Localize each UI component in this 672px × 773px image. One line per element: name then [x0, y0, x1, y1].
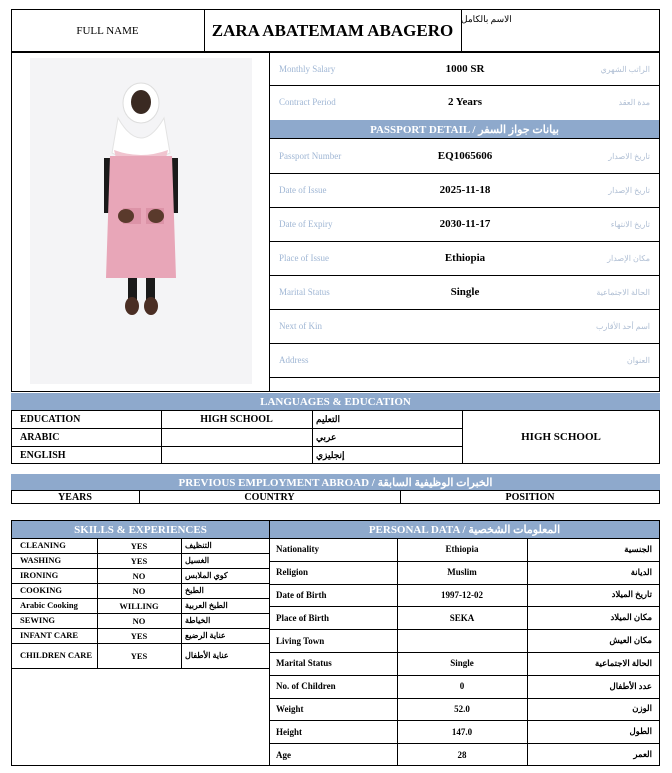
english-arabic: إنجليزي [316, 449, 345, 460]
skill-label: WASHING [20, 555, 62, 566]
skill-value: NO [132, 585, 146, 596]
skill-value: YES [130, 630, 148, 641]
languages-education-header: LANGUAGES & EDUCATION [11, 393, 660, 410]
passport-row-value: 2030-11-17 [439, 218, 491, 230]
arabic-arabic: عربي [316, 431, 337, 442]
passport-row-label: Marital Status [279, 287, 330, 297]
personal-label: Height [276, 726, 302, 737]
passport-row-label: Address [279, 355, 309, 365]
skill-label: CHILDREN CARE [20, 650, 93, 661]
passport-row-value: EQ1065606 [437, 150, 493, 162]
passport-row-label: Next of Kin [279, 321, 322, 331]
passport-row-label: Date of Issue [279, 185, 327, 195]
skill-label: COOKING [20, 585, 63, 596]
skill-label: SEWING [20, 615, 55, 626]
col-position: POSITION [505, 491, 555, 503]
personal-value: Ethiopia [445, 544, 479, 555]
skill-label: Arabic Cooking [20, 600, 78, 611]
personal-label: Date of Birth [276, 589, 327, 600]
passport-row-arabic: تاريخ الانتهاء [610, 219, 650, 229]
personal-arabic: العمر [633, 749, 652, 760]
skill-arabic: عناية الأطفال [185, 651, 229, 660]
col-country: COUNTRY [244, 491, 295, 503]
skill-arabic: الخياطة [185, 616, 211, 625]
passport-row-arabic: الحالة الاجتماعية [596, 287, 650, 297]
skill-col-divider [181, 538, 182, 668]
skill-label: IRONING [20, 570, 59, 581]
passport-row-arabic: اسم أحد الأقارب [595, 321, 650, 331]
skill-value: WILLING [119, 600, 159, 611]
passport-row-value: Single [450, 286, 480, 298]
skill-value: YES [130, 650, 148, 661]
passport-row-value [400, 309, 530, 343]
personal-arabic: الحالة الاجتماعية [594, 657, 652, 668]
personal-col-divider [527, 538, 528, 766]
personal-value: 52.0 [454, 703, 470, 714]
previous-employment-header: PREVIOUS EMPLOYMENT ABROAD / الخبرات الوظيفية السابقة [11, 474, 660, 490]
contract-period-arabic: مدة العقد [618, 97, 650, 107]
skill-label: INFANT CARE [20, 630, 79, 641]
education-label: EDUCATION [20, 413, 81, 425]
personal-label: Living Town [276, 635, 325, 646]
monthly-salary-label: Monthly Salary [279, 64, 336, 74]
personal-arabic: عدد الأطفال [609, 680, 652, 691]
skill-arabic: عناية الرضيع [185, 631, 226, 640]
skill-value: YES [130, 555, 148, 566]
personal-value: Single [450, 658, 474, 669]
skill-arabic: الطبخ العربية [185, 601, 228, 610]
personal-data-header: PERSONAL DATA / المعلومات الشخصية [270, 521, 659, 538]
contract-period-label: Contract Period [279, 97, 336, 107]
passport-detail-header: PASSPORT DETAIL / بيانات جواز السفر [270, 120, 659, 138]
personal-value: SEKA [449, 612, 475, 623]
skill-value: NO [132, 570, 146, 581]
passport-row-arabic: مكان الإصدار [607, 253, 650, 263]
skill-label: CLEANING [20, 540, 66, 551]
skill-row-divider [11, 668, 269, 669]
personal-arabic: الطول [629, 726, 652, 737]
personal-arabic: الوزن [632, 703, 652, 714]
personal-label: Religion [276, 567, 309, 578]
personal-value: 0 [459, 681, 465, 692]
passport-row-label: Passport Number [279, 151, 342, 161]
education-summary: HIGH SCHOOL [521, 431, 601, 443]
english-value [161, 446, 312, 464]
personal-label: No. of Children [276, 681, 336, 692]
passport-row-arabic: تاريخ الإصدار [608, 185, 650, 195]
arabic-value [161, 428, 312, 446]
personal-label: Marital Status [276, 658, 332, 669]
skill-value: NO [132, 615, 146, 626]
personal-arabic: الجنسية [624, 543, 652, 554]
personal-col-divider [397, 538, 398, 766]
full-name-value: ZARA ABATEMAM ABAGERO [211, 20, 454, 40]
passport-row-value [400, 343, 530, 377]
personal-value: Muslim [447, 567, 477, 578]
skill-col-divider [97, 538, 98, 668]
passport-row-label: Place of Issue [279, 253, 329, 263]
english-label: ENGLISH [20, 449, 66, 461]
personal-arabic: الديانة [630, 566, 652, 577]
skill-value: YES [130, 540, 148, 551]
personal-value [398, 629, 526, 652]
personal-arabic: تاريخ الميلاد [611, 589, 652, 600]
personal-label: Age [276, 749, 291, 760]
passport-row-value: 2025-11-18 [439, 184, 491, 196]
passport-row-arabic: تاريخ الاصدار [608, 151, 650, 161]
full-name-arabic: الاسم بالكامل [461, 14, 512, 24]
skill-arabic: الغسيل [185, 556, 210, 565]
skills-header: SKILLS & EXPERIENCES [12, 521, 269, 538]
passport-row-label: Date of Expiry [279, 219, 333, 229]
arabic-label: ARABIC [20, 431, 60, 443]
personal-value: 147.0 [451, 726, 473, 737]
monthly-salary-value: 1000 SR [445, 63, 485, 75]
education-value: HIGH SCHOOL [200, 413, 273, 425]
personal-value: 28 [457, 749, 467, 760]
skill-arabic: كوي الملابس [185, 571, 228, 580]
passport-row-arabic: العنوان [626, 355, 650, 365]
personal-header-divider [269, 538, 660, 539]
monthly-salary-arabic: الراتب الشهري [600, 64, 650, 74]
passport-row-divider [269, 377, 660, 378]
personal-arabic: مكان الميلاد [610, 612, 652, 623]
passport-row-value: Ethiopia [444, 252, 486, 264]
personal-value: 1997-12-02 [441, 589, 483, 600]
contract-period-value: 2 Years [447, 96, 483, 108]
personal-arabic: مكان العيش [609, 635, 652, 646]
skill-arabic: التنظيف [185, 541, 212, 550]
personal-label: Nationality [276, 544, 320, 555]
passport-header-divider [269, 138, 660, 139]
personal-label: Weight [276, 703, 304, 714]
col-years: YEARS [58, 491, 92, 503]
personal-label: Place of Birth [276, 612, 329, 623]
education-arabic: التعليم [316, 413, 340, 424]
skill-arabic: الطبخ [185, 586, 204, 595]
person-photo-icon [30, 58, 252, 384]
full-name-label: FULL NAME [76, 24, 139, 37]
